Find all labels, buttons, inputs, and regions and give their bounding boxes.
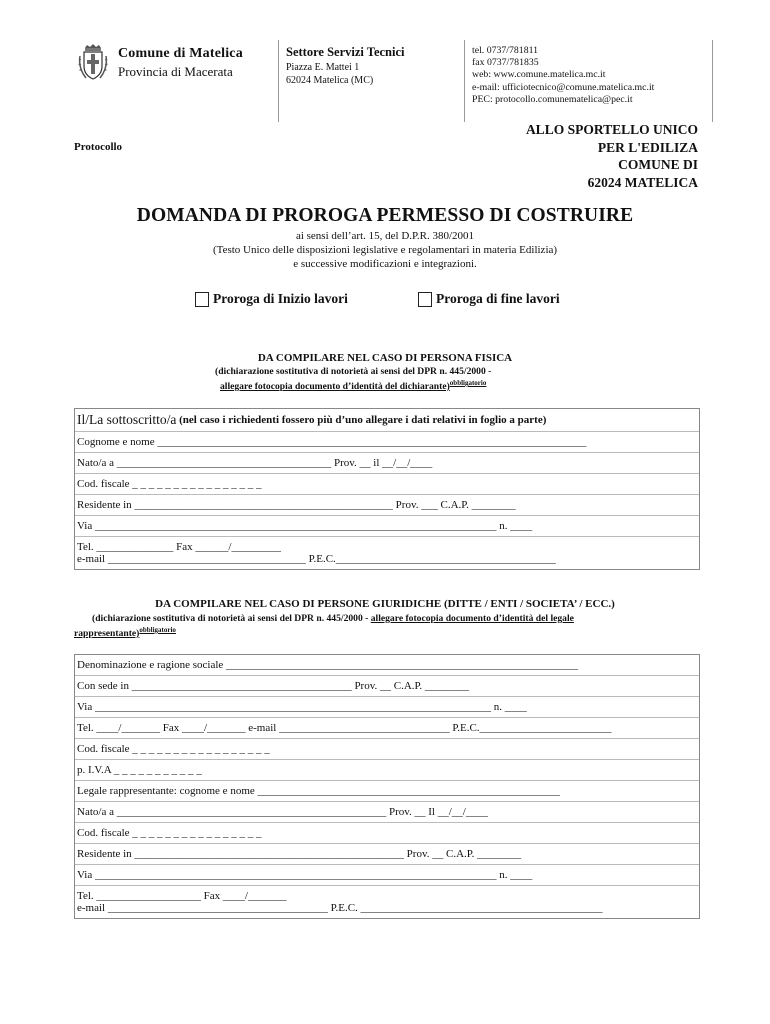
office-email: e-mail: ufficiotecnico@comune.matelica.mc.it [472,81,655,93]
form-row-field[interactable]: Nato/a a _________________________________________________ Prov. __ Il __/__/____ [75,801,699,822]
form-row-field[interactable]: Via _________________________________________________________________________ n. ____ [75,864,699,885]
province-name: Provincia di Macerata [118,64,233,79]
option-label: Proroga di fine lavori [436,291,560,306]
contact-line[interactable]: e-mail ____________________________________ P.E.C.________________________________________ [77,553,556,565]
office-fax: fax 0737/781835 [472,57,539,69]
form-row-field[interactable]: Cod. fiscale _ _ _ _ _ _ _ _ _ _ _ _ _ _ _ _ _ [75,738,699,759]
form-row-field[interactable]: p. I.V.A _ _ _ _ _ _ _ _ _ _ _ [75,759,699,780]
mandatory-mark: obbligatorio [449,379,487,387]
contact-line[interactable]: Tel. ______________ Fax ______/_________ [77,541,281,553]
office-address-street: Piazza E. Mattei 1 [286,62,360,73]
form-persona-fisica [74,408,700,570]
form-row-field[interactable]: Legale rappresentante: cognome e nome _______________________________________________________ [75,780,699,801]
intro-note: (nel caso i richiedenti fossero più d’uno allegare i dati relativi in foglio a parte) [176,414,547,426]
form-row-field[interactable]: Nato/a a _______________________________________ Prov. __ il __/__/____ [75,452,699,473]
form-row-field[interactable]: Via _________________________________________________________________________ n. ____ [75,515,699,536]
form-persona-giuridica [74,654,700,919]
section-note [74,626,176,639]
option-fine-lavori[interactable] [418,291,560,307]
coat-of-arms-icon [78,44,108,82]
intro-lead: Il/La sottoscritto/a [77,412,177,427]
form-row-field[interactable]: Cod. fiscale _ _ _ _ _ _ _ _ _ _ _ _ _ _ _ _ [75,822,699,843]
recipient-line: ALLO SPORTELLO UNICO [525,122,698,137]
recipient-line: COMUNE DI [618,157,698,172]
recipient-line: 62024 MATELICA [587,174,698,190]
recipient-line: PER L'EDILIZA [597,139,698,155]
protocol-label: Protocollo [74,141,123,153]
office-title: Settore Servizi Tecnici [286,45,405,59]
form-row-field[interactable]: Tel. ____/_______ Fax ____/_______ e-mail _______________________________ P.E.C.________________________ [75,717,699,738]
section-note-underlined: rappresentante) [74,628,140,639]
form-row-field[interactable]: Residente in _________________________________________________ Prov. __ C.A.P. ________ [75,843,699,864]
form-row-field[interactable]: Cod. fiscale _ _ _ _ _ _ _ _ _ _ _ _ _ _ _ _ [75,473,699,494]
contact-line[interactable]: Tel. ___________________ Fax ____/_______ [77,890,287,902]
form-row-field[interactable]: Denominazione e ragione sociale ________________________________________________________________ [77,659,579,671]
contact-line[interactable]: e-mail ________________________________________ P.E.C. ____________________________________________ [77,902,603,914]
checkbox-fine-lavori[interactable] [418,292,432,307]
section-note [220,379,486,392]
form-row-contacts[interactable] [75,885,699,918]
recipient-address [526,121,698,191]
form-row-field[interactable]: Con sede in ________________________________________ Prov. __ C.A.P. ________ [75,675,699,696]
form-row-intro [75,409,699,431]
header-divider [278,40,279,122]
office-address-city: 62024 Matelica (MC) [286,75,374,86]
form-row-field[interactable]: Via ________________________________________________________________________ n. ____ [75,696,699,717]
checkbox-inizio-lavori[interactable] [195,292,209,307]
form-row-field[interactable]: Cognome e nome ______________________________________________________________________________ [75,431,699,452]
office-pec: PEC: protocollo.comunematelica@pec.it [472,93,633,105]
section-heading-persona-giuridica: DA COMPILARE NEL CASO DI PERSONE GIURIDICHE (DITTE / ENTI / SOCIETA’ / ECC.) [155,598,615,610]
document-title: DOMANDA DI PROROGA PERMESSO DI COSTRUIRE [136,205,634,226]
form-row-field[interactable]: Residente in _______________________________________________ Prov. ___ C.A.P. ________ [75,494,699,515]
subtitle-line: (Testo Unico delle disposizioni legislative e regolamentari in materia Edilizia) [212,244,558,256]
document-subtitle [0,229,770,271]
option-inizio-lavori[interactable] [195,291,348,307]
mandatory-mark: obbligatorio [139,626,176,634]
section-note-text: (dichiarazione sostitutiva di notorietà ai sensi del DPR n. 445/2000 - [92,613,371,624]
office-tel: tel. 0737/781811 [472,45,539,56]
subtitle-line: ai sensi dell’art. 15, del D.P.R. 380/2001 [295,230,475,242]
header-divider [712,40,713,122]
section-note-underlined: allegare fotocopia documento d’identità del legale [370,613,574,624]
section-note [92,613,574,624]
office-web: web: www.comune.matelica.mc.it [472,69,606,81]
letterhead [74,40,714,122]
header-divider [464,40,465,122]
option-label: Proroga di Inizio lavori [213,291,348,306]
section-note: (dichiarazione sostitutiva di notorietà ai sensi del DPR n. 445/2000 - [215,366,492,377]
form-row-contacts[interactable] [75,536,699,569]
municipality-name: Comune di Matelica [118,46,243,61]
section-heading-persona-fisica: DA COMPILARE NEL CASO DI PERSONA FISICA [257,352,513,364]
section-note-underlined: allegare fotocopia documento d’identità del dichiarante) [220,381,450,392]
subtitle-line: e successive modificazioni e integrazioni. [293,258,477,270]
